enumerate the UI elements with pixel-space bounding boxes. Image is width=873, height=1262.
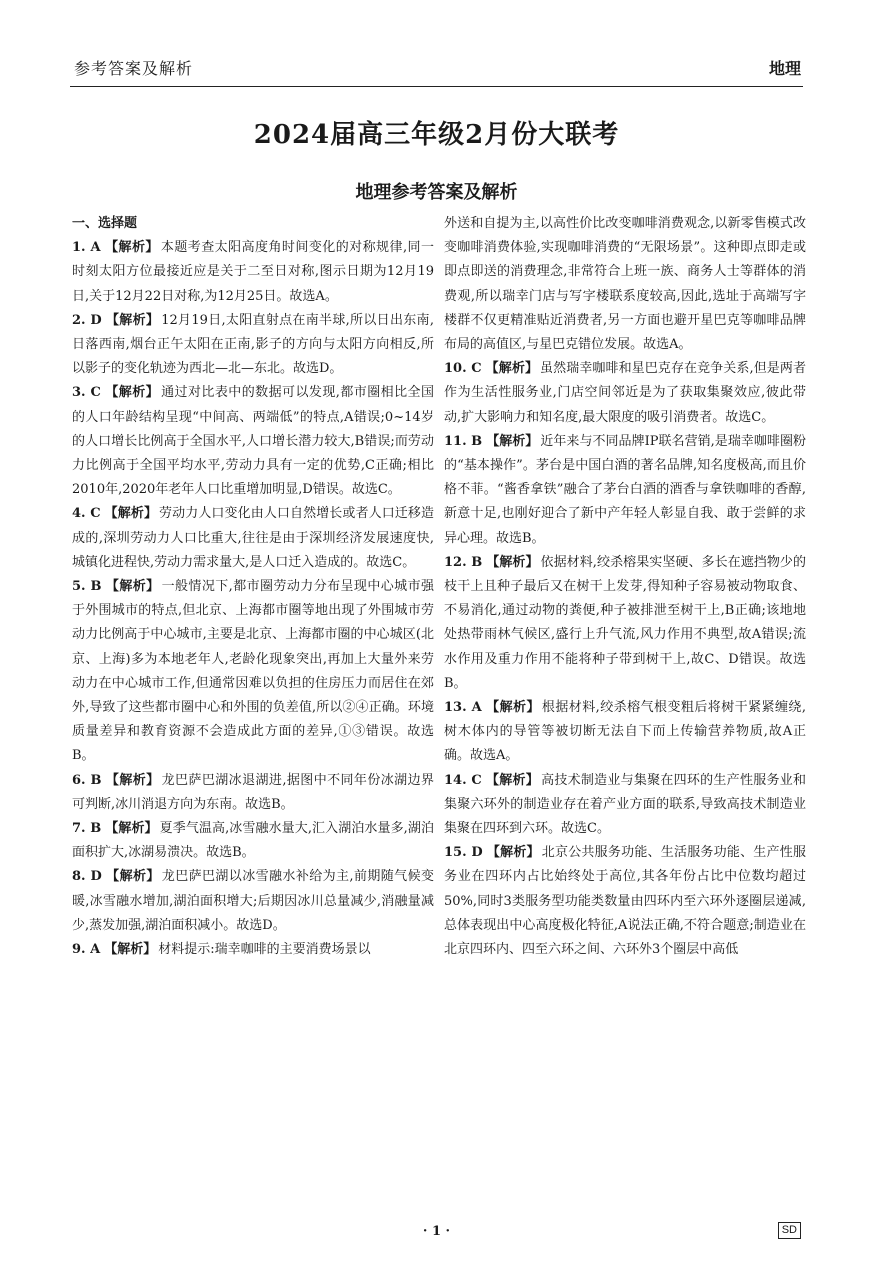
- analysis-tag: 【解析】: [105, 579, 160, 595]
- answer-letter: B: [85, 772, 102, 788]
- answer-item: [444, 841, 806, 962]
- right-answer-list: [444, 212, 806, 962]
- analysis-text: 依据材料,绞杀榕果实坚硬、多长在遮挡物少的枝干上且种子最后又在树干上发芽,得知种子容易被动物取食、不易消化,通过动物的粪便,种子被排泄至树干上,B正确;该地地处热带雨林气候区,盛行上升气流,风力作用不典型,故A错误;流水作用及重力作用不能将种子带到树干上,故C、D错误。故选B。: [444, 554, 806, 691]
- question-number: 8.: [72, 869, 86, 885]
- answer-letter: B: [85, 579, 102, 595]
- answer-item: [444, 769, 806, 842]
- analysis-text: 夏季气温高,冰雪融水量大,汇入湖泊水量多,湖泊面积扩大,冰湖易溃决。故选B。: [72, 821, 434, 861]
- question-number: 6.: [72, 772, 86, 788]
- answer-letter: D: [466, 845, 483, 861]
- question-number: 13.: [444, 700, 467, 716]
- analysis-text: 龙巴萨巴湖以冰雪融水补给为主,前期随气候变暖,冰雪融水增加,湖泊面积增大;后期因冰川总量减少,消融量减少,蒸发加强,湖泊面积减小。故选D。: [72, 869, 434, 933]
- question-number: 9.: [72, 942, 86, 958]
- header-divider: [70, 86, 803, 87]
- page-number: · 1 ·: [422, 1224, 451, 1239]
- analysis-tag: 【解析】: [485, 772, 540, 788]
- analysis-text: 北京公共服务功能、生活服务功能、生产性服务业在四环内占比始终处于高位,其各年份占比中位数均超过50%,同时3类服务型功能类数量由四环内至六环外逐圈层递减,总体表现出中心高度极化特征,A说法正确,不符合题意;制造业在北京四环内、四至六环之间、六环外3个圈层中高低: [444, 845, 806, 958]
- question-number: 11.: [444, 433, 467, 449]
- answer-item: [72, 865, 434, 938]
- answer-letter: B: [466, 433, 483, 449]
- answer-letter: C: [85, 506, 101, 522]
- left-answer-list: [72, 236, 434, 962]
- answer-item: [444, 696, 806, 769]
- question-number: 7.: [72, 821, 86, 837]
- answer-letter: A: [85, 942, 101, 958]
- analysis-text: 劳动力人口变化由人口自然增长或者人口迁移造成的,深圳劳动力人口比重大,往往是由于深圳经济发展速度快,城镇化进程快,劳动力需求量大,是人口迁入造成的。故选C。: [72, 506, 434, 570]
- answer-item: [72, 309, 434, 382]
- question-number: 2.: [72, 312, 86, 328]
- analysis-tag: 【解析】: [104, 942, 157, 958]
- right-column: [444, 212, 806, 962]
- question-number: 10.: [444, 361, 467, 377]
- question-number: 15.: [444, 845, 467, 861]
- answer-item: [72, 236, 434, 309]
- answer-letter: A: [85, 240, 101, 256]
- analysis-tag: 【解析】: [485, 700, 540, 716]
- analysis-text: 材料提示:瑞幸咖啡的主要消费场景以: [158, 942, 371, 958]
- answer-item: [72, 938, 434, 962]
- analysis-tag: 【解析】: [105, 869, 160, 885]
- answer-item: [444, 551, 806, 696]
- analysis-tag: 【解析】: [485, 361, 539, 377]
- question-number: 5.: [72, 579, 86, 595]
- left-column: [72, 212, 434, 962]
- analysis-text: 虽然瑞幸咖啡和星巴克存在竞争关系,但是两者作为生活性服务业,门店空间邻近是为了获取集聚效应,彼此带动,扩大影响力和知名度,最大限度的吸引消费者。故选C。: [444, 361, 806, 425]
- section-heading: 一、选择题: [72, 216, 138, 231]
- answer-item: [444, 430, 806, 551]
- answer-letter: C: [466, 772, 482, 788]
- answer-item: [72, 769, 434, 817]
- answer-letter: D: [85, 312, 102, 328]
- question-number: 14.: [444, 772, 467, 788]
- question-number: 3.: [72, 385, 86, 401]
- sd-badge: SD: [778, 1222, 801, 1239]
- answer-letter: B: [85, 821, 102, 837]
- page-title: 2024届高三年级2月份大联考: [253, 120, 620, 150]
- answer-item: [72, 575, 434, 769]
- answer-letter: B: [466, 554, 483, 570]
- analysis-text: 本题考查太阳高度角时间变化的对称规律,同一时刻太阳方位最接近应是关于二至日对称,图示日期为12月19日,关于12月22日对称,为12月25日。故选A。: [72, 240, 434, 304]
- analysis-tag: 【解析】: [486, 554, 539, 570]
- question-number: 4.: [72, 506, 86, 522]
- analysis-text: 根据材料,绞杀榕气根变粗后将树干紧紧缠绕,树木体内的导管等被切断无法自下而上传输营养物质,故A正确。故选A。: [444, 700, 806, 764]
- question-number: 1.: [72, 240, 86, 256]
- analysis-text: 外送和自提为主,以高性价比改变咖啡消费观念,以新零售模式改变咖啡消费体验,实现咖啡消费的“无限场景”。这种即点即走或即点即送的消费理念,非常符合上班一族、商务人士等群体的消费观,所以瑞幸门店与写字楼联系度较高,因此,选址于高端写字楼群不仅更精准贴近消费者,另一方面也避开星巴克等咖啡品牌布局的高值区,与星巴克错位发展。故选A。: [444, 216, 806, 353]
- header-subject-label: 地理: [768, 59, 801, 78]
- answer-letter: A: [466, 700, 482, 716]
- answer-letter: C: [466, 361, 482, 377]
- answer-item: [72, 502, 434, 575]
- answer-item: [72, 817, 434, 865]
- analysis-text: 龙巴萨巴湖冰退湖进,据图中不同年份冰湖边界可判断,冰川消退方向为东南。故选B。: [72, 772, 434, 812]
- analysis-text: 高技术制造业与集聚在四环的生产性服务业和集聚六环外的制造业存在着产业方面的联系,导致高技术制造业集聚在四环到六环。故选C。: [444, 772, 806, 837]
- analysis-tag: 【解析】: [105, 821, 158, 837]
- analysis-tag: 【解析】: [104, 385, 160, 401]
- answer-item: [72, 381, 434, 502]
- question-number: 12.: [444, 554, 467, 570]
- analysis-tag: 【解析】: [105, 312, 160, 328]
- answer-item: [444, 357, 806, 430]
- analysis-tag: 【解析】: [104, 240, 159, 256]
- answer-letter: D: [85, 869, 102, 885]
- analysis-text: 通过对比表中的数据可以发现,都市圈相比全国的人口年龄结构呈现“中间高、两端低”的特点,A错误;0~14岁的人口增长比例高于全国水平,人口增长潜力较大,B错误;而劳动力比例高于全国平均水平,劳动力具有一定的优势,C正确;相比2010年,2020年老年人口比重增加明显,D错误。故选C。: [72, 385, 434, 498]
- analysis-tag: 【解析】: [104, 506, 158, 522]
- answer-item: [444, 212, 806, 357]
- analysis-text: 一般情况下,都市圈劳动力分布呈现中心城市强于外围城市的特点,但北京、上海都市圈等地出现了外围城市劳动力比例高于中心城市,主要是北京、上海都市圈的中心城区(北京、上海)多为本地老年人,老龄化现象突出,再加上大量外来劳动力在中心城市工作,但通常因难以负担的住房压力而居住在郊外,导致了这些都市圈中心和外围的负差值,所以②④正确。环境质量差异和教育资源不会造成此方面的差异,①③错误。故选B。: [72, 579, 434, 764]
- header-left-label: 参考答案及解析: [74, 59, 194, 78]
- analysis-text: 近年来与不同品牌IP联名营销,是瑞幸咖啡圈粉的“基本操作”。茅台是中国白酒的著名品牌,知名度极高,而且价格不菲。“酱香拿铁”融合了茅台白酒的酒香与拿铁咖啡的香醇,新意十足,也刚好迎合了新中产年轻人彰显自我、敢于尝鲜的求异心理。故选B。: [444, 433, 806, 546]
- answer-letter: C: [85, 385, 101, 401]
- page-subtitle: 地理参考答案及解析: [355, 182, 518, 203]
- analysis-tag: 【解析】: [105, 772, 160, 788]
- analysis-tag: 【解析】: [486, 845, 540, 861]
- analysis-tag: 【解析】: [486, 433, 539, 449]
- analysis-text: 12月19日,太阳直射点在南半球,所以日出东南,日落西南,烟台正午太阳在正南,影子的方向与太阳方向相反,所以影子的变化轨迹为西北—北—东北。故选D。: [72, 312, 434, 377]
